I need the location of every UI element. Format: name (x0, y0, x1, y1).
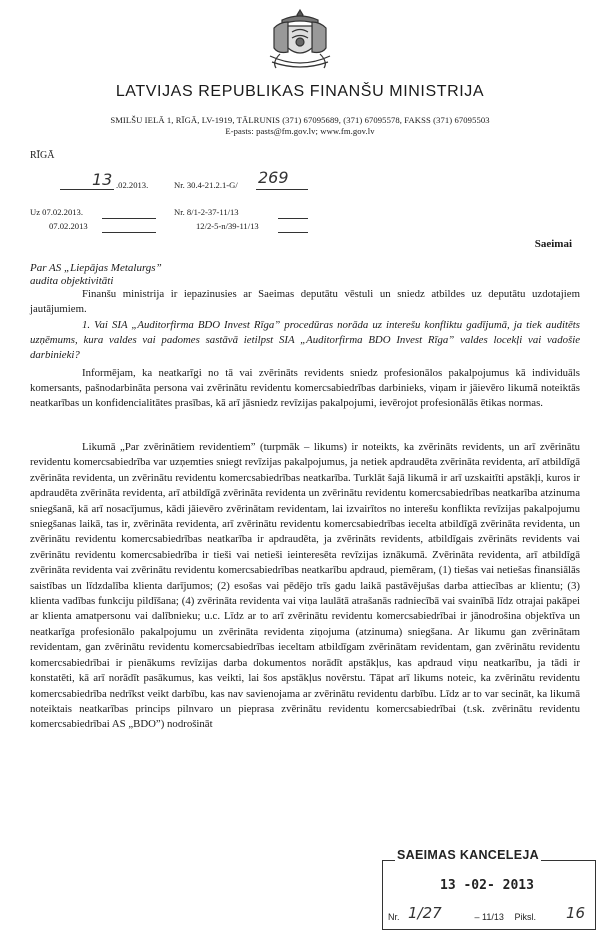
paragraph-1 (30, 366, 580, 411)
reference-number-1: Nr. 8/1-2-37-11/13 (174, 207, 239, 217)
intro-paragraph (30, 287, 580, 317)
ministry-title: LATVIJAS REPUBLIKAS FINANŠU MINISTRIJA (115, 83, 485, 100)
stamp-handwritten-number: 1/27 (408, 904, 442, 922)
handwritten-document-number: 269 (258, 168, 289, 187)
intro-text: Finanšu ministrija ir iepazinusies ar Saeimas deputātu vēstuli un sniedz atbildes uz deputātu uzdotajiem jautājumiem. (30, 288, 580, 315)
reference-underline-3 (278, 218, 308, 219)
question-1-text: 1. Vai SIA „Auditorfirma BDO Invest Rīga” procedūras norāda uz interešu konfliktu gadījumā, ja tiek auditēts uzņēmums, kura valdes vai padomes sastāvā ietilpst SIA „Auditorfirma BDO Invest Rīga” valdes locekļi vai vadošie darbinieki? (30, 319, 580, 361)
stamp-handwritten-pages: 16 (566, 904, 586, 922)
reference-date-2: 07.02.2013 (49, 221, 88, 231)
question-1 (30, 318, 580, 363)
reference-number-2: 12/2-5-n/39-11/13 (196, 221, 259, 231)
coat-of-arms-emblem (262, 6, 338, 76)
handwritten-date-day: 13 (92, 170, 113, 189)
recipient: Saeimai (534, 238, 572, 250)
stamp-number-suffix: – 11/13 (474, 912, 504, 922)
reference-underline-1 (102, 218, 156, 219)
stamp-date: 13 -02- 2013 (440, 878, 534, 893)
date-printed: .02.2013. (116, 180, 149, 190)
subject-line-2: audita objektivitāti (30, 275, 114, 287)
stamp-number-label: Nr. (388, 912, 400, 922)
letter-subject (30, 262, 162, 288)
ministry-contacts: E-pasts: pasts@fm.gov.lv; www.fm.gov.lv (225, 126, 375, 136)
reference-date-label: Uz 07.02.2013. (30, 207, 83, 217)
paragraph-1-text: Informējam, ka neatkarīgi no tā vai zvērināts revidents sniedz profesionālos pakalpojumus kā individuāls komersants, pašnodarbināta persona vai zvērinātu revidentu komercsabiedrības darbinieks, viņam ir jāievēro likumā noteiktās neatkarības un konfidencialitātes prasības, kā arī jāsniedz revīzijas pakalpojumi, ievērojot profesionālās ētikas normas. (30, 367, 580, 409)
ministry-address: SMILŠU IELĀ 1, RĪGĀ, LV-1919, TĀLRUNIS (371) 67095689, (371) 67095578, FAKSS (371) 67095503 (110, 115, 490, 125)
document-number-label: Nr. 30.4-21.2.1-G/ (174, 180, 238, 190)
paragraph-2-text: Likumā „Par zvērinātiem revidentiem” (turpmāk – likums) ir noteikts, ka zvērināts revidents, un arī zvērinātu revidentu komercsabiedrība var uzņemties sniegt revīzijas pakalpojumus, ja netiek apdraudēta zvērināta revidenta, arī atbildīgā zvērināta revidenta, un zvērinātu revidentu komercsabiedrības neatkarība. Turklāt šajā likumā ir arī uzskaitīti apstākļi, kuros ir apdraudēta zvērināta revidenta, arī atbildīgā zvērināta revidenta un zvērinātu revidentu komercsabiedrības neatkarība atzinuma sniegšanā, kā arī nosacījumus, kādi jāievēro zvērinātam revidentam, lai izvairītos no interešu konflikta revīzijas pakalpojumu sniegšanas laikā, tas ir, zvērināta revidenta, arī zvērinātu revidentu komercsabiedrības iecelta atbildīgā zvērināta revidenta, un zvērinātu revidentu komercsabiedrības neatkarība ir apdraudēta, ja zvērināts revidents, atbildīgais zvērināts revidents vai zvērinātu revidentu komercsabiedrība ir tieši vai netieši ieinteresēta revīzijas iznākumā. Zvērināta revidenta, arī atbildīgā zvērināta revidenta vai zvērinātu revidentu komercsabiedrības neatkarību apdraud, piemēram, (1) tiešas vai netiešas finansiālās saistības un līdzdalība klienta darījumos; (2) esošas vai pēdējo trīs gadu laikā pastāvējušas darba attiecības ar klientu; (3) klienta vadības funkciju pildīšana; (4) zvērināta revidenta vai viņa laulātā atrašanās radniecībā vai svainībā līdz otrajai pakāpei ar klienta amatpersonu vai dalībnieku; u.c. Līdz ar to arī zvērinātu revidentu komercsabiedrībai ir jānodrošina objektīva un neatkarīga profesionālo pakalpojumu un zvērināta revidenta ziņojuma (atzinuma) sniegšana. Ar likumu gan zvērinātam revidentam, gan zvērinātu revidentu komercsabiedrības ieceltam atbildīgam zvērinātam revidentam, gan zvērinātu revidentu komercsabiedrībai ir pienākums revīzijas darba dokumentos norādīt apstākļus, kas apdraud viņu neatkarību, ja tādi ir konstatēti, kā arī norādīt pasākumus, kas veikti, lai šos apstākļus novērstu. Tāpat arī likums noteic, ka zvērinātu revidentu komercsabiedrība nedrīkst veikt darbību, kas nav savienojama ar zvērinātu revidentu darbību. Līdz ar to var secināt, ka likumā noteiktais neatkarības princips pilnvaro un pieprasa zvērinātu revidentu komercsabiedrībai (t.sk. zvērinātu revidentu komercsabiedrībai AS „BDO”) nodrošināt (30, 441, 580, 731)
date-underline (60, 189, 114, 190)
reference-underline-2 (102, 232, 156, 233)
number-underline (256, 189, 308, 190)
city-label: RĪGĀ (30, 150, 55, 161)
reference-underline-4 (278, 232, 308, 233)
paragraph-2 (30, 440, 580, 733)
subject-line-1: Par AS „Liepājas Metalurgs” (30, 262, 162, 274)
stamp-pages-label: Piksl. (514, 912, 536, 922)
stamp-office-name: SAEIMAS KANCELEJA (397, 848, 539, 862)
